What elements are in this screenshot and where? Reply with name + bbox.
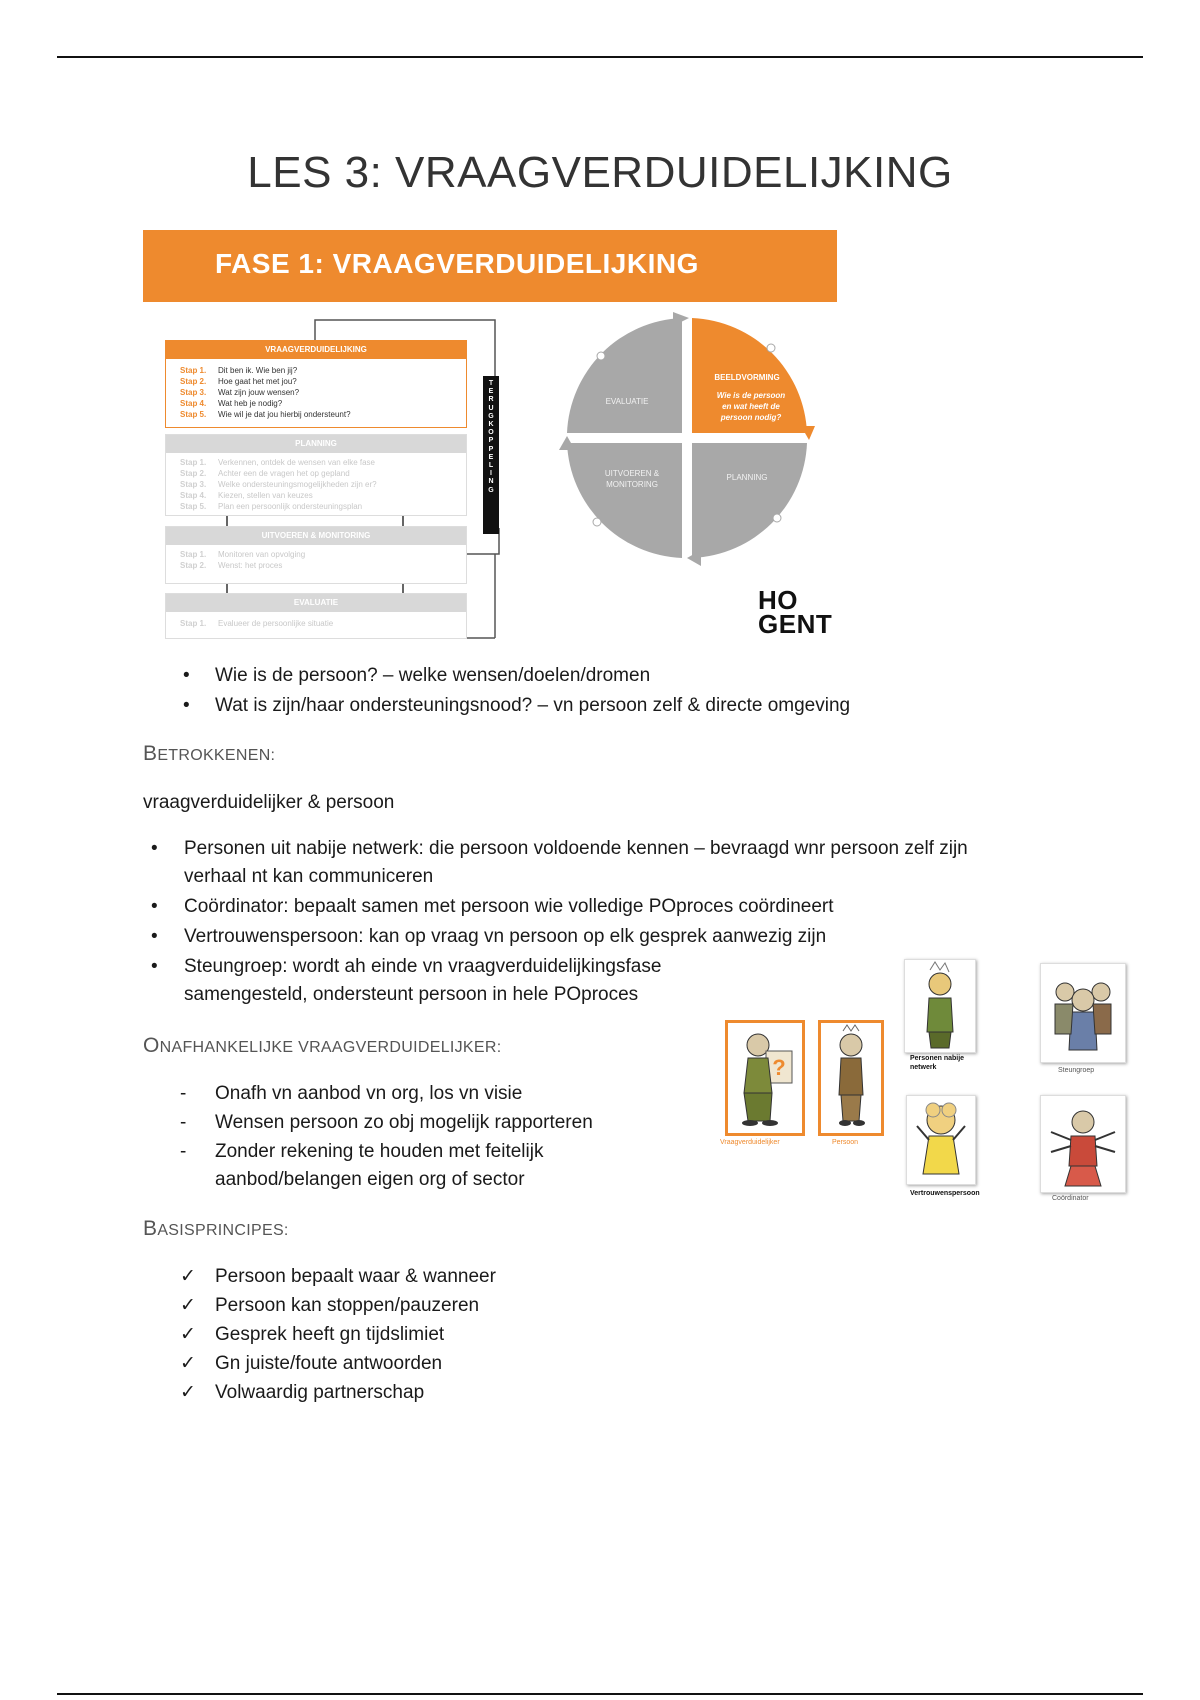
- flow-step: Stap 1. Verkennen, ontdek de wensen van elke fase: [180, 458, 375, 467]
- role-caption: Personen nabije: [910, 1055, 965, 1062]
- betrokkenen-intro: vraagverduidelijker & persoon: [143, 792, 395, 813]
- cycle-dot: [597, 352, 605, 360]
- list-item: - Wensen persoon zo obj mogelijk rapporteren: [180, 1112, 593, 1133]
- nabije-netwerk-figure: [905, 960, 975, 1052]
- list-item: ✓ Persoon bepaalt waar & wanneer: [0, 1263, 1200, 1291]
- persoon-figure: [821, 1023, 881, 1133]
- cycle-dot: [767, 344, 775, 352]
- feedback-letter: O: [488, 429, 494, 437]
- check-icon: ✓: [180, 1266, 196, 1287]
- phase-slide-image: [143, 230, 843, 650]
- cycle-label-uitvoeren: UITVOEREN &: [604, 469, 660, 478]
- list-item: • Personen uit nabije netwerk: die persoon voldoende kennen – bevraagd wnr persoon zelf zijn verhaal nt kan communiceren: [151, 838, 968, 887]
- role-caption: Vraagverduidelijker: [720, 1139, 780, 1146]
- cycle-quadrant-evaluatie: [567, 318, 682, 433]
- feedback-letter: N: [488, 478, 494, 486]
- cycle-label-beeldvorming: BEELDVORMING: [714, 373, 780, 382]
- flow-block-header: VRAAGVERDUIDELIJKING: [166, 341, 466, 359]
- check-icon: ✓: [180, 1295, 196, 1316]
- coordinator-figure: [1041, 1096, 1125, 1192]
- steungroep-figure: [1041, 964, 1125, 1062]
- feedback-letter: L: [488, 462, 494, 470]
- role-card-persoon: [818, 1020, 884, 1136]
- flow-step: Stap 2. Achter een de vragen het op gepland: [180, 469, 350, 478]
- vraagverduidelijker-figure: [728, 1023, 802, 1133]
- list-item: • Wat is zijn/haar ondersteuningsnood? – vn persoon zelf & directe omgeving: [183, 695, 851, 716]
- flow-step: Stap 3. Welke ondersteuningsmogelijkheden zijn er?: [180, 480, 377, 489]
- section-heading-betrokkenen: BETROKKENEN:: [143, 742, 276, 765]
- section-heading-onafhankelijke: ONAFHANKELIJKE VRAAGVERDUIDELIJKER:: [143, 1034, 502, 1057]
- feedback-letter: G: [488, 412, 494, 420]
- feedback-bar: [483, 376, 499, 534]
- flow-step: Stap 3. Wat zijn jouw wensen?: [180, 388, 300, 397]
- role-card-nabije-netwerk: [904, 959, 976, 1053]
- role-caption: netwerk: [910, 1064, 937, 1071]
- phase-banner-title: FASE 1: VRAAGVERDUIDELIJKING: [215, 248, 699, 279]
- flow-step: Stap 4. Wat heb je nodig?: [180, 399, 283, 408]
- feedback-letter: G: [488, 486, 494, 494]
- flow-step: Stap 2. Wenst: het proces: [180, 561, 283, 570]
- flow-block-vraagverduidelijking: [165, 340, 467, 428]
- list-item: ✓ Gn juiste/foute antwoorden: [0, 1350, 1200, 1378]
- list-item: • Vertrouwenspersoon: kan op vraag vn persoon op elk gesprek aanwezig zijn: [151, 926, 827, 947]
- feedback-letter: K: [488, 421, 494, 429]
- check-icon: ✓: [180, 1324, 196, 1345]
- list-item: ✓ Volwaardig partnerschap: [0, 1379, 1200, 1407]
- check-icon: ✓: [180, 1382, 196, 1403]
- role-card-vertrouwenspersoon: [906, 1095, 976, 1185]
- feedback-letter: I: [490, 470, 492, 478]
- cycle-label-planning: PLANNING: [726, 473, 768, 482]
- role-caption: Steungroep: [1058, 1067, 1095, 1074]
- role-card-steungroep: [1040, 963, 1126, 1063]
- list-item: - Zonder rekening te houden met feitelijk aanbod/belangen eigen org of sector: [180, 1141, 544, 1190]
- flow-block-header: PLANNING: [166, 435, 466, 453]
- cycle-label-monitoring: MONITORING: [606, 480, 658, 489]
- list-item: • Wie is de persoon? – welke wensen/doelen/dromen: [183, 665, 651, 686]
- role-card-vraagverduidelijker: [725, 1020, 805, 1136]
- page-title: LES 3: VRAAGVERDUIDELIJKING: [247, 148, 953, 197]
- cycle-dot: [593, 518, 601, 526]
- list-item: ✓ Persoon kan stoppen/pauzeren: [0, 1292, 1200, 1320]
- flow-step: Stap 1. Evalueer de persoonlijke situatie: [180, 619, 334, 628]
- flow-block-header: EVALUATIE: [166, 594, 466, 612]
- svg-text:?: ?: [772, 1055, 786, 1080]
- phase-banner: [143, 230, 837, 302]
- top-rule: [57, 56, 1143, 58]
- feedback-letter: U: [488, 404, 494, 412]
- cycle-label-evaluatie: EVALUATIE: [605, 397, 649, 406]
- cycle-dot: [773, 514, 781, 522]
- cycle-question-line: en wat heeft de: [722, 402, 780, 411]
- feedback-letter: P: [488, 437, 494, 445]
- list-item: - Onafh vn aanbod vn org, los vn visie: [180, 1083, 523, 1104]
- cycle-quadrant-planning: [692, 443, 807, 558]
- check-icon: ✓: [180, 1353, 196, 1374]
- flow-block-evaluatie: [165, 593, 467, 639]
- hogent-logo: HO GENT: [758, 585, 833, 639]
- role-caption: Persoon: [832, 1139, 859, 1146]
- section-heading-basisprincipes: BASISPRINCIPES:: [143, 1217, 289, 1240]
- list-item: • Coördinator: bepaalt samen met persoon wie volledige POproces coördineert: [151, 896, 834, 917]
- vertrouwenspersoon-figure: [907, 1096, 975, 1184]
- list-item: • Steungroep: wordt ah einde vn vraagverduidelijkingsfase samengesteld, ondersteunt persoon in hele POproces: [151, 956, 662, 1005]
- flow-step: Stap 4. Kiezen, stellen van keuzes: [180, 491, 313, 500]
- list-item: ✓ Gesprek heeft gn tijdslimiet: [0, 1321, 1200, 1349]
- flow-step: Stap 5. Plan een persoonlijk ondersteuningsplan: [180, 502, 363, 511]
- basisprincipes-list: [0, 1263, 1200, 1407]
- feedback-letter: E: [488, 453, 494, 461]
- flow-step: Stap 1. Dit ben ik. Wie ben jij?: [180, 366, 298, 375]
- role-card-coordinator: [1040, 1095, 1126, 1193]
- cycle-quadrant-uitvoeren: [567, 443, 682, 558]
- cycle-question-line: Wie is de persoon: [716, 391, 786, 400]
- cycle-question-line: persoon nodig?: [720, 413, 782, 422]
- feedback-letter: R: [488, 396, 494, 404]
- role-cards-image: [720, 955, 1140, 1205]
- flow-step: Stap 2. Hoe gaat het met jou?: [180, 377, 297, 386]
- flow-step: Stap 1. Monitoren van opvolging: [180, 550, 306, 559]
- flow-block-header: UITVOEREN & MONITORING: [166, 527, 466, 545]
- flow-block-uitvoeren: [165, 526, 467, 584]
- process-flow-diagram: [165, 318, 515, 648]
- role-caption: Coördinator: [1052, 1195, 1089, 1202]
- role-caption: Vertrouwenspersoon: [910, 1190, 980, 1197]
- flow-block-planning: [165, 434, 467, 516]
- feedback-letter: E: [488, 388, 494, 396]
- flow-step: Stap 5. Wie wil je dat jou hierbij ondersteunt?: [180, 410, 351, 419]
- intro-bullet-list: [0, 662, 1200, 720]
- feedback-letter: T: [488, 380, 494, 387]
- feedback-letter: P: [488, 445, 494, 453]
- phase-cycle-diagram: [557, 308, 817, 568]
- bottom-rule: [57, 1693, 1143, 1695]
